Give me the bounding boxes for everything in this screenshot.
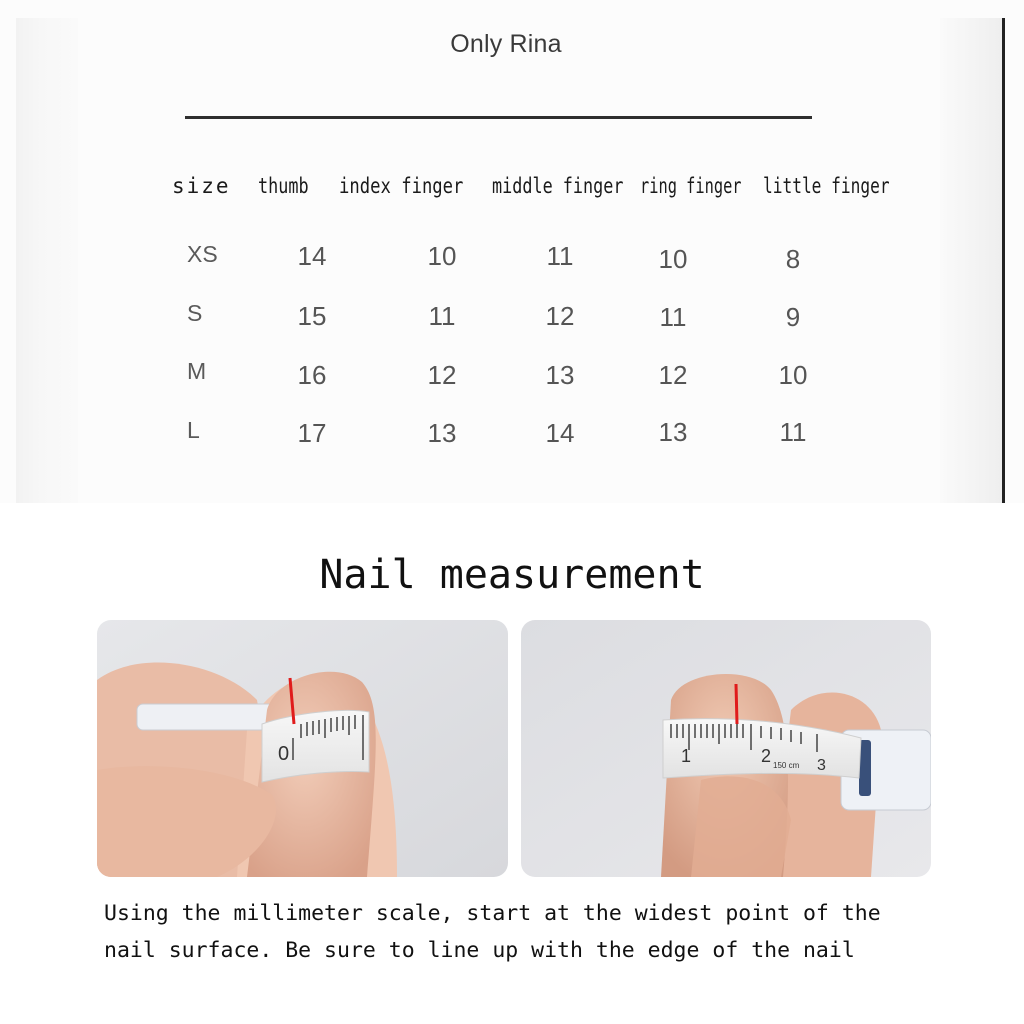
tape-label-2: 2 (761, 746, 772, 766)
row-m-size: M (187, 358, 207, 384)
tape-label-3: 3 (817, 757, 826, 774)
row-s-ring: 11 (659, 302, 687, 332)
row-l-index: 13 (427, 418, 457, 448)
row-s-little: 9 (785, 302, 801, 332)
row-xs-middle: 11 (546, 241, 574, 271)
row-xs-ring: 10 (658, 244, 688, 274)
col-header-little-finger: little finger (763, 174, 890, 198)
title-divider (185, 116, 812, 119)
measure-photo-right (521, 620, 931, 877)
col-header-middle-finger: middle finger (492, 174, 624, 198)
row-xs-thumb: 14 (297, 241, 327, 271)
tape-zero-label: 0 (278, 743, 290, 765)
row-xs-little: 8 (785, 244, 801, 274)
chart-left-edge (16, 18, 78, 503)
brand-title: Only Rina (450, 30, 562, 58)
row-xs-size: XS (187, 241, 218, 267)
row-s-thumb: 15 (297, 301, 327, 331)
row-l-thumb: 17 (297, 418, 327, 448)
size-chart-panel (0, 0, 1024, 503)
row-xs-index: 10 (427, 241, 457, 271)
row-l-ring: 13 (658, 417, 688, 447)
row-l-little: 11 (779, 417, 807, 447)
row-m-middle: 13 (545, 360, 575, 390)
tape-label-cm: 150 cm (773, 761, 800, 770)
row-s-middle: 12 (545, 301, 575, 331)
finger-tape-illustration (521, 620, 931, 877)
row-m-thumb: 16 (297, 360, 327, 390)
col-header-size: size (172, 174, 231, 198)
chart-edge-line (1002, 18, 1005, 503)
col-header-ring-finger: ring finger (640, 174, 742, 198)
row-l-middle: 14 (545, 418, 575, 448)
tape-label-1: 1 (681, 746, 692, 766)
chart-right-edge (940, 18, 1002, 503)
measure-photo-left (97, 620, 508, 877)
col-header-thumb: thumb (258, 174, 309, 198)
caption-line-1: Using the millimeter scale, start at the widest point of the (104, 901, 881, 926)
row-l-size: L (187, 417, 200, 443)
row-s-index: 11 (428, 301, 456, 331)
row-s-size: S (187, 300, 203, 326)
row-m-ring: 12 (658, 360, 688, 390)
col-header-index-finger: index finger (339, 174, 464, 198)
section-title: Nail measurement (319, 552, 705, 598)
caption-line-2: nail surface. Be sure to line up with the edge of the nail (104, 938, 855, 963)
row-m-little: 10 (778, 360, 808, 390)
thumb-tape-illustration (97, 620, 508, 877)
row-m-index: 12 (427, 360, 457, 390)
